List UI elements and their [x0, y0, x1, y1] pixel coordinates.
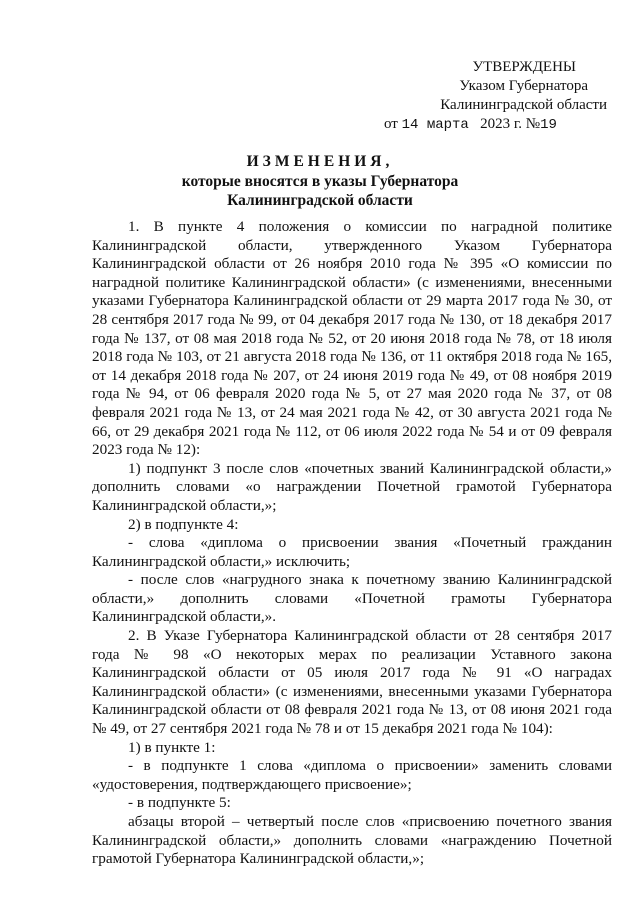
paragraph: - в подпункте 1 слова «диплома о присвоении» заменить словами «удостоверения, подтверждающего присвоение»; [92, 757, 612, 793]
paragraph: - в подпункте 5: [128, 794, 231, 812]
paragraph: 2) в подпункте 4: [128, 515, 239, 533]
approval-issuer: Указом Губернатора [459, 78, 588, 94]
paragraph: абзацы второй – четвертый после слов «присвоению почетного звания Калининградской области,» дополнить словами «награждению Почетной грамотой Губернатора Калининградской области,»; [92, 813, 612, 868]
date-year: 2023 г. № [480, 116, 541, 132]
paragraph: - после слов «нагрудного знака к почетному званию Калининградской области,» дополнить словами «Почетной грамоты Губернатора Калининградской области,». [92, 571, 612, 626]
date-handwritten: 14 марта [401, 117, 469, 133]
title-heading: ИЗМЕНЕНИЯ, [246, 153, 394, 170]
approval-heading: УТВЕРЖДЕНЫ [472, 59, 576, 75]
approval-date-line [380, 115, 620, 135]
approval-region: Калининградской области [440, 97, 607, 113]
paragraph: 1. В пункте 4 положения о комиссии по наградной политике Калининградской области, утвержденного Указом Губернатора Калининградской области от 26 ноября 2010 года № 395 «О комиссии по наградной политике Калининградской области» (с изменениями, внесенными указами Губернатора Калининградской области от 29 марта 2017 года № 30, от 28 сентября 2017 года № 99, от 04 декабря 2017 года № 130, от 18 декабря 2017 года № 137, от 08 мая 2018 года № 52, от 20 июня 2018 года № 78, от 18 июля 2018 года № 103, от 21 августа 2018 года № 136, от 11 октября 2018 года № 165, от 14 декабря 2018 года № 207, от 24 июня 2019 года № 49, от 08 ноября 2019 года № 94, от 06 февраля 2020 года № 5, от 27 мая 2020 года № 37, от 08 февраля 2021 года № 13, от 24 мая 2021 года № 42, от 30 августа 2021 года № 66, от 29 декабря 2021 года № 112, от 06 июля 2022 года № 54 и от 09 февраля 2023 года № 12): [92, 218, 612, 459]
paragraph: 1) в пункте 1: [128, 738, 216, 756]
paragraph: 1) подпункт 3 после слов «почетных званий Калининградской области,» дополнить словами «о награждении Почетной грамотой Губернатора Калининградской области,»; [92, 459, 612, 514]
title-subtitle-line2: Калининградской области [227, 192, 413, 209]
document-title [0, 152, 640, 210]
decree-number: 19 [540, 117, 557, 133]
paragraph: - слова «диплома о присвоении звания «Почетный гражданин Калининградской области,» исключить; [92, 534, 612, 570]
document-body [92, 218, 612, 869]
date-prefix: от [384, 116, 402, 132]
paragraph: 2. В Указе Губернатора Калининградской области от 28 сентября 2017 года № 98 «О некоторых мерах по реализации Уставного закона Калининградской области от 05 июля 2017 года № 91 «О наградах Калининградской области» (с изменениями, внесенными указами Губернатора Калининградской области от 08 февраля 2021 года № 13, от 08 июня 2021 года № 49, от 27 сентября 2021 года № 78 и от 15 декабря 2021 года № 104): [92, 627, 612, 738]
approval-stamp [380, 58, 620, 135]
title-subtitle-line1: которые вносятся в указы Губернатора [181, 173, 459, 190]
